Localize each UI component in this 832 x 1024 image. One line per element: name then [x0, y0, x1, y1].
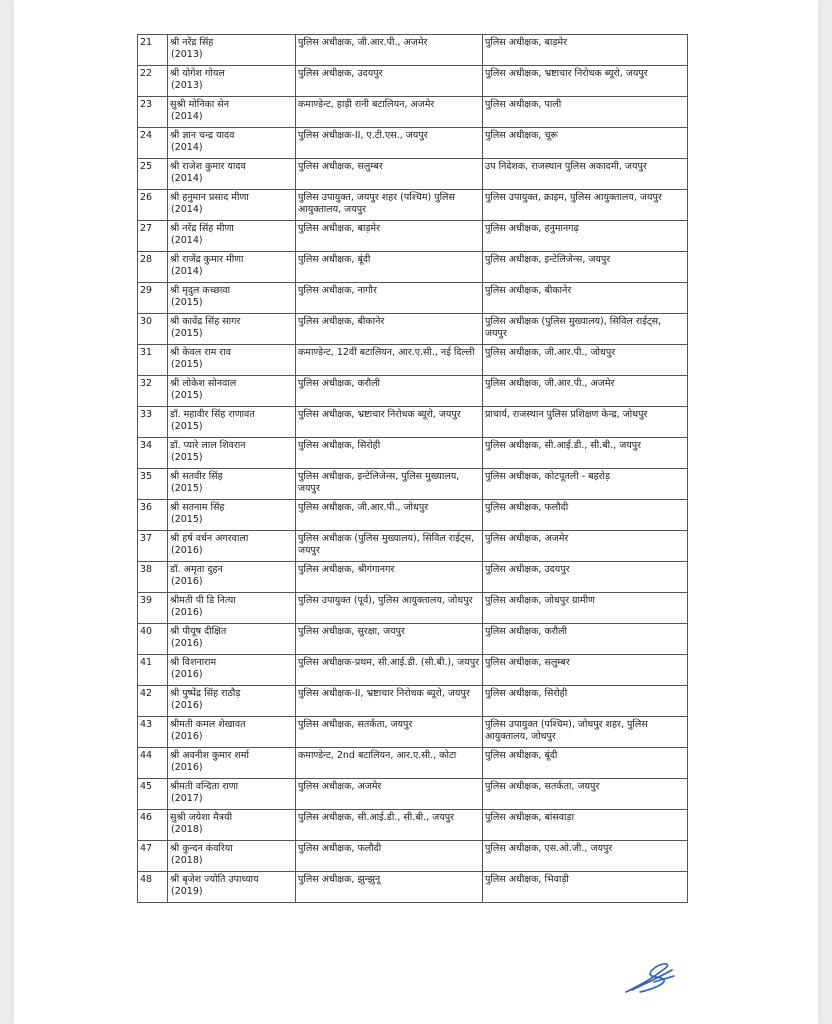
serial-number-cell: 43	[138, 717, 168, 748]
officer-name: श्रीमती वन्दिता राणा	[170, 781, 239, 792]
new-posting-cell: पुलिस अधीक्षक, बाड़मेर	[483, 35, 688, 66]
officer-name: सुश्री जयेशा मैत्रयी	[170, 812, 233, 823]
current-posting-cell: पुलिस अधीक्षक, करौली	[296, 376, 483, 407]
officer-name: श्री हर्ष वर्धन अगरवाला	[170, 533, 249, 544]
serial-number-cell: 35	[138, 469, 168, 500]
new-posting-cell: पुलिस अधीक्षक, एस.ओ.जी., जयपुर	[483, 841, 688, 872]
serial-number-cell: 27	[138, 221, 168, 252]
batch-year: (2014)	[171, 142, 203, 153]
serial-number-cell: 45	[138, 779, 168, 810]
table-row	[138, 686, 688, 717]
officer-name: श्री सतवीर सिंह	[170, 471, 223, 482]
new-posting-cell: पुलिस अधीक्षक, जी.आर.पी., अजमेर	[483, 376, 688, 407]
officer-cell	[168, 779, 296, 810]
new-posting-cell: पुलिस अधीक्षक, उदयपुर	[483, 562, 688, 593]
serial-number-cell: 26	[138, 190, 168, 221]
new-posting-cell: पुलिस अधीक्षक, अजमेर	[483, 531, 688, 562]
table-row	[138, 345, 688, 376]
officer-name: श्री अवनीश कुमार शर्मा	[170, 750, 249, 761]
officer-cell	[168, 97, 296, 128]
current-posting-cell: पुलिस अधीक्षक, सतर्कता, जयपुर	[296, 717, 483, 748]
officer-cell	[168, 686, 296, 717]
table-row	[138, 500, 688, 531]
batch-year: (2014)	[171, 266, 203, 277]
current-posting-cell: पुलिस अधीक्षक, फलौदी	[296, 841, 483, 872]
batch-year: (2013)	[171, 80, 203, 91]
officer-cell	[168, 407, 296, 438]
serial-number-cell: 32	[138, 376, 168, 407]
new-posting-cell: पुलिस अधीक्षक, सलुम्बर	[483, 655, 688, 686]
current-posting-cell: पुलिस अधीक्षक (पुलिस मुख्यालय), सिविल राईट्स, जयपुर	[296, 531, 483, 562]
table-row	[138, 593, 688, 624]
officer-name: श्री हनुमान प्रसाद मीणा	[170, 192, 249, 203]
current-posting-cell: पुलिस अधीक्षक, झुन्झुनू	[296, 872, 483, 903]
officer-cell	[168, 717, 296, 748]
officer-cell	[168, 531, 296, 562]
officer-cell	[168, 345, 296, 376]
current-posting-cell: पुलिस अधीक्षक-II, भ्रष्टाचार निरोधक ब्यूरो, जयपुर	[296, 686, 483, 717]
serial-number-cell: 24	[138, 128, 168, 159]
table-row	[138, 159, 688, 190]
batch-year: (2014)	[171, 111, 203, 122]
serial-number-cell: 33	[138, 407, 168, 438]
new-posting-cell: पुलिस अधीक्षक, हनुमानगढ़	[483, 221, 688, 252]
current-posting-cell: पुलिस अधीक्षक-II, ए.टी.एस., जयपुर	[296, 128, 483, 159]
current-posting-cell: पुलिस अधीक्षक, श्रीगंगानगर	[296, 562, 483, 593]
serial-number-cell: 23	[138, 97, 168, 128]
table-row	[138, 841, 688, 872]
table-row	[138, 469, 688, 500]
table-row	[138, 624, 688, 655]
officer-name: श्री मृदुल कच्छावा	[170, 285, 231, 296]
current-posting-cell: पुलिस अधीक्षक, सी.आई.डी., सी.बी., जयपुर	[296, 810, 483, 841]
officer-name: श्री केवल राम राव	[170, 347, 231, 358]
batch-year: (2015)	[171, 328, 203, 339]
officer-cell	[168, 159, 296, 190]
officer-cell	[168, 872, 296, 903]
new-posting-cell: पुलिस अधीक्षक, भिवाड़ी	[483, 872, 688, 903]
serial-number-cell: 34	[138, 438, 168, 469]
table-row	[138, 128, 688, 159]
serial-number-cell: 47	[138, 841, 168, 872]
serial-number-cell: 40	[138, 624, 168, 655]
officer-cell	[168, 810, 296, 841]
officer-name: डॉ. महावीर सिंह राणावत	[170, 409, 255, 420]
table-row	[138, 376, 688, 407]
officer-cell	[168, 128, 296, 159]
table-row	[138, 779, 688, 810]
serial-number-cell: 25	[138, 159, 168, 190]
current-posting-cell: पुलिस अधीक्षक, सलुम्बर	[296, 159, 483, 190]
table-row	[138, 531, 688, 562]
new-posting-cell: उप निदेशक, राजस्थान पुलिस अकादमी, जयपुर	[483, 159, 688, 190]
batch-year: (2017)	[171, 793, 203, 804]
new-posting-cell: प्राचार्य, राजस्थान पुलिस प्रशिक्षण केन्द्र, जोधपुर	[483, 407, 688, 438]
new-posting-cell: पुलिस अधीक्षक, जोधपुर ग्रामीण	[483, 593, 688, 624]
current-posting-cell: पुलिस उपायुक्त, जयपुर शहर (पश्चिम) पुलिस आयुक्तालय, जयपुर	[296, 190, 483, 221]
current-posting-cell: पुलिस अधीक्षक-प्रथम, सी.आई.डी. (सी.बी.), जयपुर	[296, 655, 483, 686]
batch-year: (2015)	[171, 421, 203, 432]
current-posting-cell: पुलिस अधीक्षक, जी.आर.पी., अजमेर	[296, 35, 483, 66]
current-posting-cell: पुलिस अधीक्षक, इन्टेलिजेन्स, पुलिस मुख्यालय, जयपुर	[296, 469, 483, 500]
serial-number-cell: 21	[138, 35, 168, 66]
officer-cell	[168, 593, 296, 624]
officer-name: श्रीमती पी डि नित्या	[170, 595, 236, 606]
serial-number-cell: 38	[138, 562, 168, 593]
new-posting-cell: पुलिस अधीक्षक, बांसवाड़ा	[483, 810, 688, 841]
officer-name: श्री विशनाराम	[170, 657, 217, 668]
batch-year: (2013)	[171, 49, 203, 60]
batch-year: (2014)	[171, 204, 203, 215]
serial-number-cell: 44	[138, 748, 168, 779]
officer-cell	[168, 66, 296, 97]
officer-cell	[168, 283, 296, 314]
officer-name: श्रीमती कमल शेखावत	[170, 719, 246, 730]
officer-name: श्री कुन्दन कंवरिया	[170, 843, 233, 854]
serial-number-cell: 36	[138, 500, 168, 531]
officer-name: श्री पुष्पेंद्र सिंह राठौड़	[170, 688, 241, 699]
officer-cell	[168, 221, 296, 252]
officer-name: श्री पीयूष दीक्षित	[170, 626, 227, 637]
new-posting-cell: पुलिस अधीक्षक (पुलिस मुख्यालय), सिविल राईट्स, जयपुर	[483, 314, 688, 345]
new-posting-cell: पुलिस अधीक्षक, सतर्कता, जयपुर	[483, 779, 688, 810]
table-row	[138, 97, 688, 128]
signature-mark	[620, 960, 680, 998]
new-posting-cell: पुलिस अधीक्षक, करौली	[483, 624, 688, 655]
batch-year: (2015)	[171, 452, 203, 463]
batch-year: (2016)	[171, 607, 203, 618]
batch-year: (2015)	[171, 390, 203, 401]
batch-year: (2019)	[171, 886, 203, 897]
current-posting-cell: पुलिस अधीक्षक, बीकानेर	[296, 314, 483, 345]
current-posting-cell: पुलिस अधीक्षक, बाड़मेर	[296, 221, 483, 252]
officer-name: डॉ. प्यारे लाल शिवरान	[170, 440, 246, 451]
current-posting-cell: पुलिस अधीक्षक, बूंदी	[296, 252, 483, 283]
batch-year: (2018)	[171, 855, 203, 866]
serial-number-cell: 37	[138, 531, 168, 562]
table-row	[138, 872, 688, 903]
new-posting-cell: पुलिस अधीक्षक, भ्रष्टाचार निरोधक ब्यूरो, जयपुर	[483, 66, 688, 97]
new-posting-cell: पुलिस उपायुक्त (पश्चिम), जोधपुर शहर, पुलिस आयुक्तालय, जोधपुर	[483, 717, 688, 748]
officer-cell	[168, 655, 296, 686]
officer-cell	[168, 190, 296, 221]
officer-name: श्री लोकेश सोनवाल	[170, 378, 237, 389]
serial-number-cell: 48	[138, 872, 168, 903]
table-row	[138, 562, 688, 593]
batch-year: (2015)	[171, 483, 203, 494]
batch-year: (2016)	[171, 762, 203, 773]
current-posting-cell: पुलिस अधीक्षक, सिरोही	[296, 438, 483, 469]
table-row	[138, 221, 688, 252]
batch-year: (2014)	[171, 173, 203, 184]
table-row	[138, 717, 688, 748]
batch-year: (2016)	[171, 638, 203, 649]
table-row	[138, 407, 688, 438]
new-posting-cell: पुलिस अधीक्षक, बीकानेर	[483, 283, 688, 314]
batch-year: (2016)	[171, 576, 203, 587]
batch-year: (2015)	[171, 514, 203, 525]
current-posting-cell: पुलिस अधीक्षक, नागौर	[296, 283, 483, 314]
officer-cell	[168, 314, 296, 345]
serial-number-cell: 30	[138, 314, 168, 345]
new-posting-cell: पुलिस अधीक्षक, बूंदी	[483, 748, 688, 779]
current-posting-cell: पुलिस अधीक्षक, भ्रष्टाचार निरोधक ब्यूरो, जयपुर	[296, 407, 483, 438]
officer-name: श्री बृजेश ज्योति उपाध्याय	[170, 874, 259, 885]
officer-name: श्री सतनाम सिंह	[170, 502, 225, 513]
table-row	[138, 810, 688, 841]
batch-year: (2014)	[171, 235, 203, 246]
current-posting-cell: कमाण्डेन्ट, 12वीं बटालियन, आर.ए.सी., नई दिल्ली	[296, 345, 483, 376]
officer-cell	[168, 252, 296, 283]
table-row	[138, 438, 688, 469]
officer-cell	[168, 562, 296, 593]
table-row	[138, 283, 688, 314]
officer-cell	[168, 376, 296, 407]
serial-number-cell: 28	[138, 252, 168, 283]
current-posting-cell: पुलिस अधीक्षक, उदयपुर	[296, 66, 483, 97]
batch-year: (2015)	[171, 359, 203, 370]
officer-name: श्री राजेश कुमार यादव	[170, 161, 246, 172]
officer-name: श्री योगेश गोयल	[170, 68, 225, 79]
officer-cell	[168, 748, 296, 779]
transfer-table	[137, 34, 688, 903]
table-row	[138, 314, 688, 345]
new-posting-cell: पुलिस अधीक्षक, फलौदी	[483, 500, 688, 531]
table-row	[138, 66, 688, 97]
new-posting-cell: पुलिस अधीक्षक, इन्टेलिजेन्स, जयपुर	[483, 252, 688, 283]
current-posting-cell: पुलिस अधीक्षक, सुरक्षा, जयपुर	[296, 624, 483, 655]
officer-name: श्री नरेंद्र सिंह	[170, 37, 214, 48]
new-posting-cell: पुलिस अधीक्षक, जी.आर.पी., जोधपुर	[483, 345, 688, 376]
serial-number-cell: 46	[138, 810, 168, 841]
officer-name: श्री कावेंद्र सिंह सागर	[170, 316, 241, 327]
batch-year: (2018)	[171, 824, 203, 835]
current-posting-cell: पुलिस उपायुक्त (पूर्व), पुलिस आयुक्तालय, जोधपुर	[296, 593, 483, 624]
batch-year: (2015)	[171, 297, 203, 308]
officer-cell	[168, 35, 296, 66]
serial-number-cell: 22	[138, 66, 168, 97]
officer-cell	[168, 469, 296, 500]
officer-name: डॉ. अमृता दुहन	[170, 564, 223, 575]
officer-cell	[168, 438, 296, 469]
new-posting-cell: पुलिस अधीक्षक, पाली	[483, 97, 688, 128]
table-row	[138, 252, 688, 283]
new-posting-cell: पुलिस उपायुक्त, क्राइम, पुलिस आयुक्तालय, जयपुर	[483, 190, 688, 221]
batch-year: (2016)	[171, 700, 203, 711]
current-posting-cell: पुलिस अधीक्षक, अजमेर	[296, 779, 483, 810]
serial-number-cell: 42	[138, 686, 168, 717]
batch-year: (2016)	[171, 731, 203, 742]
officer-cell	[168, 841, 296, 872]
document-page	[14, 0, 818, 1024]
serial-number-cell: 41	[138, 655, 168, 686]
table-row	[138, 35, 688, 66]
transfer-table-body	[138, 35, 688, 903]
current-posting-cell: पुलिस अधीक्षक, जी.आर.पी., जोधपुर	[296, 500, 483, 531]
new-posting-cell: पुलिस अधीक्षक, सिरोही	[483, 686, 688, 717]
officer-cell	[168, 500, 296, 531]
table-row	[138, 655, 688, 686]
serial-number-cell: 31	[138, 345, 168, 376]
table-row	[138, 190, 688, 221]
officer-name: श्री राजेंद्र कुमार मीणा	[170, 254, 244, 265]
new-posting-cell: पुलिस अधीक्षक, कोटपूतली - बहरोड़	[483, 469, 688, 500]
current-posting-cell: कमाण्डेन्ट, 2nd बटालियन, आर.ए.सी., कोटा	[296, 748, 483, 779]
new-posting-cell: पुलिस अधीक्षक, चूरू	[483, 128, 688, 159]
batch-year: (2016)	[171, 669, 203, 680]
current-posting-cell: कमाण्डेन्ट, हाड़ी रानी बटालियन, अजमेर	[296, 97, 483, 128]
officer-name: श्री ज्ञान चन्द्र यादव	[170, 130, 235, 141]
batch-year: (2016)	[171, 545, 203, 556]
officer-name: श्री नरेंद्र सिंह मीणा	[170, 223, 234, 234]
serial-number-cell: 29	[138, 283, 168, 314]
officer-name: सुश्री मोनिका सेन	[170, 99, 229, 110]
officer-cell	[168, 624, 296, 655]
serial-number-cell: 39	[138, 593, 168, 624]
table-row	[138, 748, 688, 779]
new-posting-cell: पुलिस अधीक्षक, सी.आई.डी., सी.बी., जयपुर	[483, 438, 688, 469]
